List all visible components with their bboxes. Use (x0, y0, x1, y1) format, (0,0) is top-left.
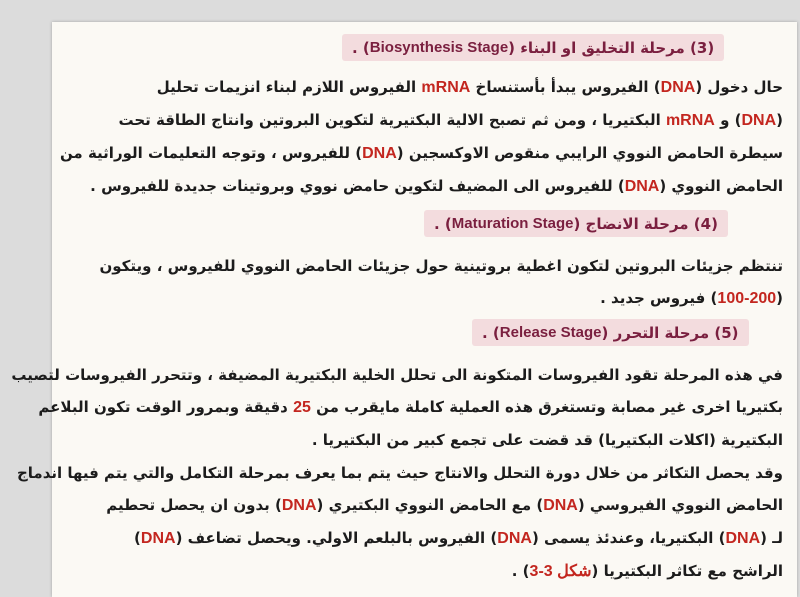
heading-text: (5) مرحلة التحرر ( (601, 323, 739, 342)
heading-end: ) . (482, 323, 500, 342)
heading-english-term: Maturation Stage (451, 215, 574, 232)
paragraph-biosynthesis (60, 71, 783, 203)
heading-english-term: Biosynthesis Stage (369, 39, 509, 56)
paragraph-release (11, 359, 783, 456)
section-heading-biosynthesis (342, 34, 724, 61)
heading-english-term: Release Stage (499, 324, 602, 341)
textbook-page (11, 22, 797, 597)
text-line: في هذه المرحلة تقود الفيروسات المتكونة الى تحلل الخلية البكتيرية المضيفة ، وتتحرر الفيروسات لتصيب (11, 366, 783, 384)
text-line: (DNA) و mRNA البكتيريا ، ومن ثم تصبح الالية البكتيرية لتكوين البروتين وانتاج الطاقة تحت (118, 111, 783, 129)
text-line: البكتيرية (اكلات البكتيريا) قد قضت على تجمع كبير من البكتيريا . (311, 431, 783, 449)
text-line: سيطرة الحامض النووي الرايبي منقوص الاوكسجين (DNA) للفيروس ، وتوجه التعليمات الوراثية من (59, 144, 783, 162)
heading-end: ) . (352, 38, 370, 57)
paragraph-maturation (99, 250, 783, 315)
text-line: حال دخول (DNA) الفيروس يبدأ بأستنساخ mRNA الفيروس اللازم لبناء انزيمات تحليل (156, 78, 783, 96)
heading-text: (3) مرحلة التخليق او البناء ( (508, 38, 715, 57)
text-line: (100-200) فيروس جديد . (600, 289, 783, 307)
text-line: تنتظم جزيئات البروتين لتكون اغطية بروتينية حول جزيئات الحامض النووي للفيروس ، ويتكون (99, 257, 783, 275)
section-heading-maturation (424, 210, 728, 237)
text-line: الحامض النووي (DNA) للفيروس الى المضيف لتكوين حامض نووي وبروتينات جديدة للفيروس . (90, 177, 783, 195)
heading-text: (4) مرحلة الانضاج ( (573, 214, 718, 233)
section-heading-release (472, 319, 749, 346)
text-line: لـ (DNA) البكتيريا، وعندئذ يسمى (DNA) الفيروس بالبلعم الاولي. ويحصل تضاعف (DNA) (134, 529, 783, 547)
heading-end: ) . (434, 214, 452, 233)
text-line: بكتيريا اخرى غير مصابة وتستغرق هذه العملية كاملة مايقرب من 25 دقيقة وبمرور الوقت تكون البلاعم (38, 398, 783, 416)
text-line: الحامض النووي الفيروسي (DNA) مع الحامض النووي البكتيري (DNA) بدون ان يحصل تحطيم (106, 496, 783, 514)
paragraph-lysogeny (17, 457, 783, 588)
text-line: وقد يحصل التكاثر من خلال دورة التحلل والانتاج حيث يتم بما يعرف بمرحلة التكامل والتي يتم فيها اندماج (16, 464, 783, 482)
text-line: الراشح مع تكاثر البكتيريا (شكل 3-3) . (511, 562, 783, 580)
